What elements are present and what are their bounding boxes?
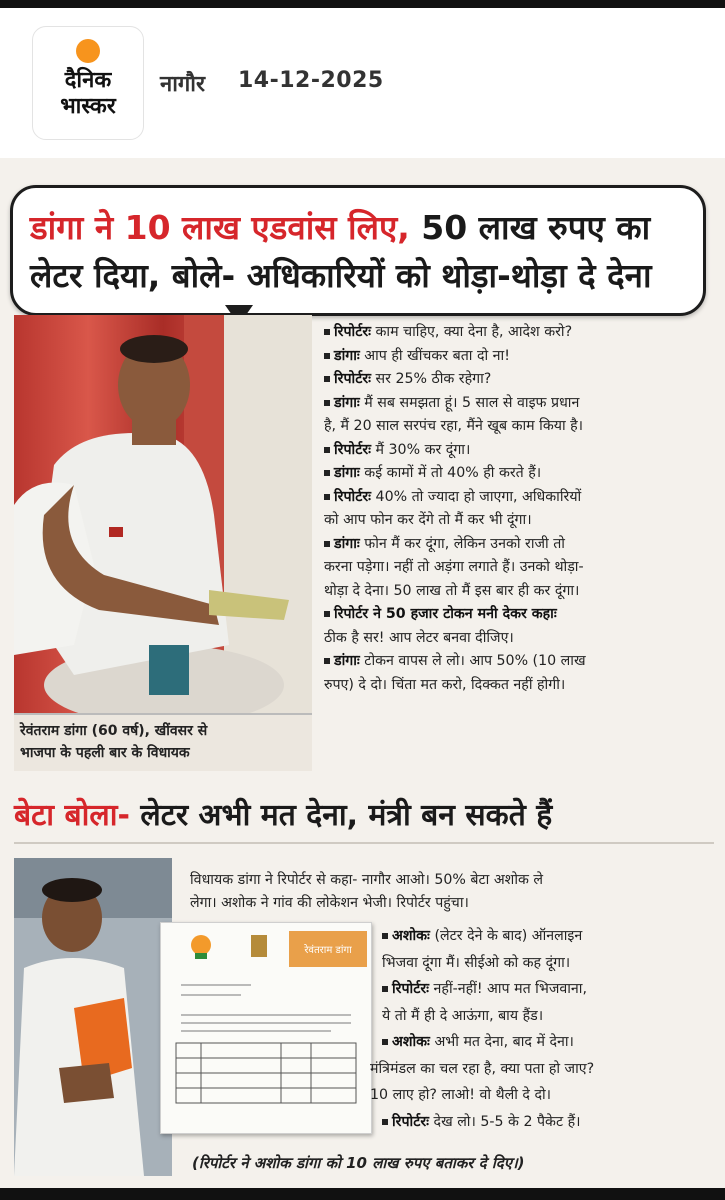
bullet-icon — [324, 611, 330, 617]
dialogue-line — [324, 416, 583, 436]
sun-icon — [76, 39, 100, 63]
dialogue-line — [324, 393, 579, 413]
letter-image — [160, 922, 372, 1134]
speech-text: भिजवा दूंगा मैं। सीईओ को कह दूंगा। — [382, 954, 571, 971]
photo-son-ashok — [14, 858, 172, 1176]
photo2-illustration — [14, 858, 172, 1176]
dialogue-line — [382, 979, 587, 999]
speaker: अशोकः — [392, 1034, 430, 1050]
headline-line2: लेटर दिया, बोले- अधिकारियों को थोड़ा-थोड़ा दे देना — [30, 256, 652, 295]
dialogue-line — [324, 604, 557, 624]
speech-text: करना पड़ेगा। नहीं तो अड़ंगा लगाते हैं। उनको थोड़ा- — [324, 559, 584, 575]
photo1-illustration — [14, 315, 312, 715]
letter-illustration — [161, 923, 371, 1133]
dialogue-line — [324, 510, 532, 530]
bullet-icon — [324, 447, 330, 453]
dialogue-line — [324, 628, 514, 648]
bullet-icon — [324, 353, 330, 359]
bullet-icon — [382, 1119, 388, 1125]
dialogue-line — [382, 1112, 581, 1132]
dialogue-line — [324, 346, 510, 366]
speech-text: मंत्रिमंडल का चल रहा है, क्या पता हो जाए? — [370, 1060, 595, 1077]
dialogue-line — [382, 926, 582, 946]
speech-text: मैं 30% कर दूंगा। — [371, 441, 471, 458]
headline-bubble — [10, 185, 706, 316]
speech-text: अभी मत देना, बाद में देना। — [429, 1034, 574, 1050]
speech-text: सर 25% ठीक रहेगा? — [371, 371, 492, 387]
photo-mla-counting-cash — [14, 315, 312, 715]
dialogue-line — [382, 953, 570, 973]
speech-text: मैं सब समझता हूं। 5 साल से वाइफ प्रधान — [359, 394, 580, 411]
speech-text: थोड़ा दे देना। 50 लाख तो मैं इस बार ही कर दूंगा। — [324, 582, 580, 599]
speech-text: है, मैं 20 साल सरपंच रहा, मैंने खूब काम किया है। — [324, 418, 584, 434]
dialogue-line — [370, 1085, 551, 1105]
speech-text: को आप फोन कर देंगे तो मैं कर भी दूंगा। — [324, 512, 532, 528]
speech-text: (लेटर देने के बाद) ऑनलाइन — [429, 928, 583, 944]
headline-line1 — [30, 208, 690, 248]
bottom-border — [0, 1188, 725, 1200]
speaker: रिपोर्टरः — [334, 324, 372, 340]
speaker: डांगाः — [334, 347, 360, 364]
speaker: डांगाः — [334, 535, 360, 552]
dateline-city: नागौर — [160, 72, 205, 97]
dialogue-line — [324, 463, 541, 483]
dainik-bhaskar-logo[interactable] — [32, 26, 144, 140]
dialogue-line — [324, 557, 584, 577]
dialogue-line — [324, 440, 470, 460]
speaker: अशोकः — [392, 928, 430, 944]
logo-text-line2: भास्कर — [60, 94, 116, 119]
speaker: रिपोर्टर ने 50 हजार टोकन मनी देकर कहाः — [334, 606, 557, 622]
speaker: रिपोर्टरः — [334, 371, 372, 387]
dialogue-line — [382, 1006, 543, 1026]
bullet-icon — [382, 986, 388, 992]
bullet-icon — [324, 400, 330, 406]
logo-text-line1: दैनिक — [64, 68, 112, 93]
headline-black: 50 लाख रुपए का — [409, 208, 651, 247]
caption-line1: रेवंतराम डांगा (60 वर्ष), खींवसर से — [20, 723, 208, 739]
speaker: डांगाः — [334, 465, 360, 481]
speaker: रिपोर्टरः — [392, 981, 430, 997]
dialogue-line — [324, 487, 581, 507]
dialogue-line — [324, 534, 565, 554]
section2-headline — [14, 796, 714, 836]
speaker: डांगाः — [334, 653, 360, 669]
letter-heading: रेवंतराम डांगा — [304, 945, 352, 956]
dialogue-line — [324, 675, 565, 695]
dialogue-line — [324, 651, 586, 671]
speech-text: ठीक है सर! आप लेटर बनवा दीजिए। — [324, 629, 514, 646]
intro-line: विधायक डांगा ने रिपोर्टर से कहा- नागौर आओ। 50% बेटा अशोक ले — [190, 872, 544, 888]
speech-text: देख लो। 5-5 के 2 पैकेट हैं। — [429, 1113, 581, 1130]
speech-text: 10 लाए हो? लाओ! वो थैली दे दो। — [370, 1087, 552, 1103]
speech-text: आप ही खींचकर बता दो ना! — [359, 347, 510, 364]
bullet-icon — [324, 329, 330, 335]
dialogue-line — [324, 581, 579, 601]
header — [0, 8, 725, 158]
speech-text: नहीं-नहीं! आप मत भिजवाना, — [429, 981, 587, 997]
caption-line2: भाजपा के पहली बार के विधायक — [20, 745, 190, 761]
dateline-date: 14-12-2025 — [238, 68, 384, 93]
speech-text: काम चाहिए, क्या देना है, आदेश करो? — [371, 324, 573, 340]
headline-red: डांगा ने 10 लाख एडवांस लिए, — [30, 208, 410, 247]
speech-text: ये तो मैं ही दे आऊंगा, बाय हैंड। — [382, 1007, 544, 1024]
intro-line: लेगा। अशोक ने गांव की लोकेशन भेजी। रिपोर्टर पहुंचा। — [190, 895, 469, 911]
section2-red: बेटा बोला- — [14, 798, 130, 833]
dialogue-line — [382, 1032, 574, 1052]
dialogue-line — [324, 369, 491, 389]
speaker: रिपोर्टरः — [334, 441, 372, 458]
bullet-icon — [382, 933, 388, 939]
bullet-icon — [324, 494, 330, 500]
speech-text: कई कामों में तो 40% ही करते हैं। — [359, 465, 542, 481]
photo1-caption — [14, 713, 312, 771]
speech-text: फोन मैं कर दूंगा, लेकिन उनको राजी तो — [359, 535, 565, 552]
speaker: रिपोर्टरः — [392, 1113, 430, 1130]
section-divider — [14, 842, 714, 844]
bullet-icon — [324, 376, 330, 382]
speech-text: रुपए) दे दो। चिंता मत करो, दिक्कत नहीं होगी। — [324, 676, 566, 693]
speech-text: 40% तो ज्यादा हो जाएगा, अधिकारियों — [371, 488, 582, 505]
bullet-icon — [324, 541, 330, 547]
dialogue-line — [324, 322, 572, 342]
top-border — [0, 0, 725, 8]
dialogue-line — [370, 1059, 594, 1079]
speaker: डांगाः — [334, 394, 360, 411]
speech-text: टोकन वापस ले लो। आप 50% (10 लाख — [359, 653, 586, 669]
footer-note: (रिपोर्टर ने अशोक डांगा को 10 लाख रुपए बताकर दे दिए।) — [192, 1154, 525, 1172]
bullet-icon — [382, 1039, 388, 1045]
bullet-icon — [324, 658, 330, 664]
bullet-icon — [324, 470, 330, 476]
speaker: रिपोर्टरः — [334, 488, 372, 505]
section2-black: लेटर अभी मत देना, मंत्री बन सकते हैं — [129, 798, 553, 833]
